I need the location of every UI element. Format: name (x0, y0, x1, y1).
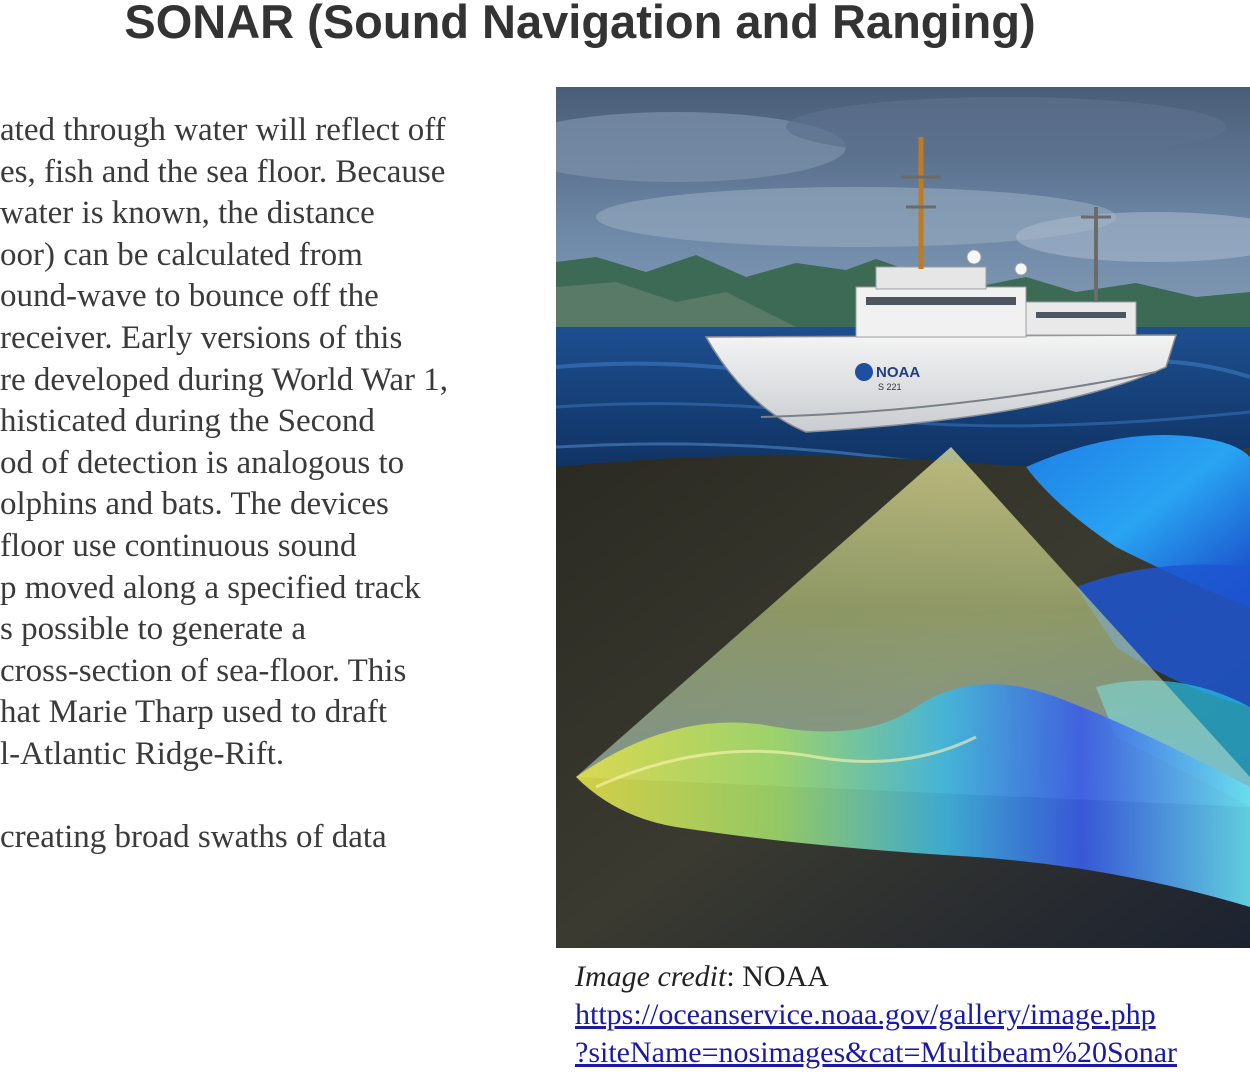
body-line: p moved along a specified track (0, 569, 421, 606)
credit-value: NOAA (742, 960, 829, 993)
body-line: ated through water will reflect off (0, 112, 446, 148)
body-line: s possible to generate a (0, 611, 307, 648)
body-line: re developed during World War 1, (0, 361, 449, 398)
body-line: floor use continuous sound (0, 527, 357, 564)
body-line: cross-section of sea-floor. This (0, 652, 407, 689)
body-line: water is known, the distance (0, 195, 375, 232)
source-link-line2[interactable]: ?siteName=nosimages&cat=Multibeam%20Sonar (575, 1036, 1178, 1069)
body-line: ound-wave to bounce off the (0, 278, 379, 315)
page-title: SONAR (Sound Navigation and Ranging) (124, 0, 1036, 48)
source-link-line1[interactable]: https://oceanservice.noaa.gov/gallery/image.php (575, 998, 1156, 1031)
body-line: olphins and bats. The devices (0, 486, 389, 523)
image-caption (575, 958, 1250, 1072)
credit-label: Image credit (575, 960, 727, 993)
sonar-illustration (556, 87, 1250, 948)
credit-line (575, 958, 1250, 996)
ship-hull-label: NOAA (876, 364, 921, 381)
credit-separator: : (726, 960, 743, 993)
paragraph-gap (0, 776, 545, 818)
ship-hull-number: S 221 (878, 382, 902, 392)
body-line: receiver. Early versions of this (0, 319, 403, 356)
body-line: creating broad swaths of data (0, 819, 387, 856)
body-line: od of detection is analogous to (0, 444, 405, 481)
body-line: oor) can be calculated from (0, 236, 363, 273)
body-text (0, 110, 545, 859)
body-line: es, fish and the sea floor. Because (0, 153, 446, 190)
body-line: l-Atlantic Ridge-Rift. (0, 735, 285, 772)
body-line: hat Marie Tharp used to draft (0, 694, 388, 731)
body-line: histicated during the Second (0, 403, 375, 440)
